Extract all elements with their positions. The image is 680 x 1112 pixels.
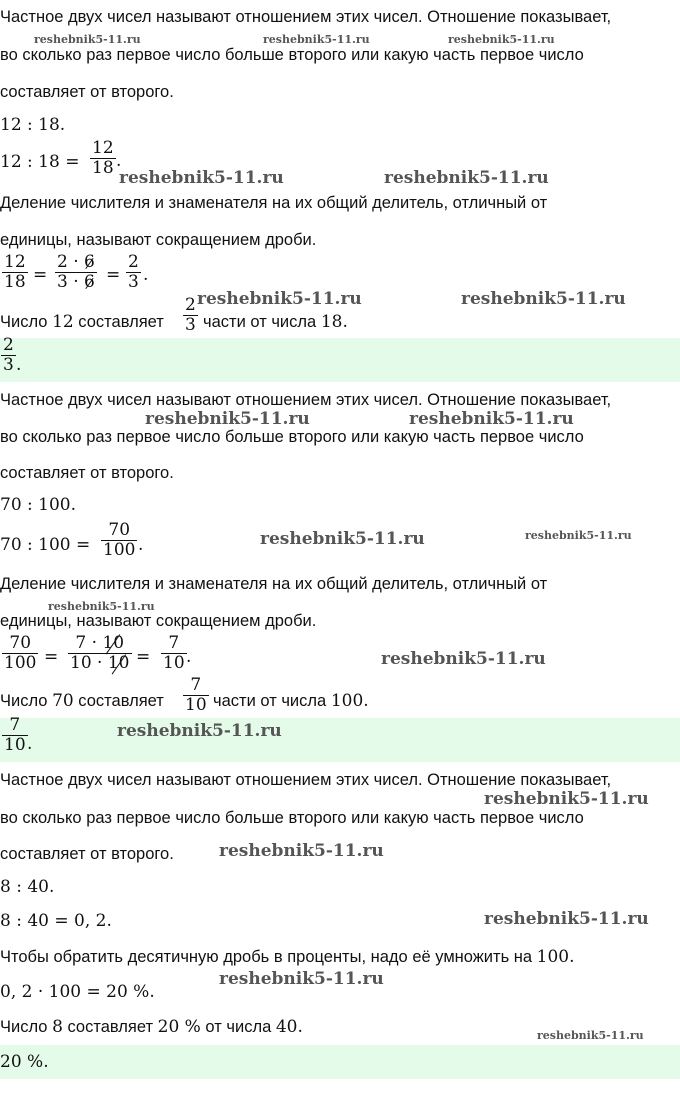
- period: .: [27, 734, 33, 754]
- definition-ratio-line2: во сколько раз первое число больше второго или какую часть первое число: [0, 46, 584, 64]
- period: .: [16, 355, 22, 375]
- definition-ratio-line2: во сколько раз первое число больше второго или какую часть первое число: [0, 809, 584, 827]
- watermark: reshebnik5-11.ru: [197, 289, 362, 309]
- watermark: reshebnik5-11.ru: [484, 789, 649, 809]
- watermark: reshebnik5-11.ru: [219, 969, 384, 989]
- period: .: [143, 265, 149, 285]
- period: .: [186, 647, 192, 667]
- ratio-expression: 12 : 18.: [0, 115, 66, 135]
- watermark: reshebnik5-11.ru: [260, 529, 425, 549]
- definition-ratio-line2: во сколько раз первое число больше второго или какую часть первое число: [0, 428, 584, 446]
- fraction-denominator: 18: [92, 158, 114, 178]
- ratio-fraction: 70 100: [103, 520, 136, 560]
- answer-fraction: 7 10: [4, 715, 26, 755]
- watermark: reshebnik5-11.ru: [117, 721, 282, 741]
- equals-sign: =: [106, 265, 121, 285]
- definition-ratio-line3: составляет от второго.: [0, 83, 174, 101]
- cancelled-factor: 10: [107, 653, 130, 673]
- answer-value: 20 %.: [0, 1052, 49, 1072]
- watermark: reshebnik5-11.ru: [525, 529, 632, 542]
- definition-reduce-line2: единицы, называют сокращением дроби.: [0, 231, 317, 249]
- answer-fraction: 2 3: [3, 335, 14, 375]
- definition-ratio-line3: составляет от второго.: [0, 845, 174, 863]
- watermark: reshebnik5-11.ru: [484, 909, 649, 929]
- reduce-fraction-middle: 7 · 10 10 · 10: [70, 633, 130, 673]
- reduce-fraction-lhs: 12 18: [4, 252, 26, 292]
- percent-rule-line: Чтобы обратить десятичную дробь в проценты, надо её умножить на 100.: [0, 947, 575, 967]
- ratio-equation-lhs: 12 : 18 =: [0, 152, 80, 172]
- definition-ratio-line1: Частное двух чисел называют отношением этих чисел. Отношение показывает,: [0, 8, 612, 26]
- period: .: [138, 535, 144, 555]
- watermark: reshebnik5-11.ru: [219, 841, 384, 861]
- answer-highlight: [0, 1045, 680, 1079]
- period: .: [116, 151, 122, 171]
- watermark: reshebnik5-11.ru: [461, 289, 626, 309]
- conclusion-tail: части от числа 18.: [203, 312, 348, 332]
- watermark: reshebnik5-11.ru: [409, 409, 574, 429]
- definition-ratio-line1: Частное двух чисел называют отношением этих чисел. Отношение показывает,: [0, 771, 612, 789]
- fraction-numerator: 12: [92, 138, 114, 158]
- cancelled-factor: 6: [84, 252, 95, 272]
- watermark: reshebnik5-11.ru: [48, 600, 155, 613]
- definition-reduce-line1: Деление числителя и знаменателя на их общий делитель, отличный от: [0, 194, 548, 212]
- percent-calculation: 0, 2 · 100 = 20 %.: [0, 982, 155, 1002]
- cancelled-factor: 6: [84, 272, 95, 292]
- equals-sign: =: [136, 647, 151, 667]
- watermark: reshebnik5-11.ru: [34, 33, 141, 46]
- equals-sign: =: [33, 265, 48, 285]
- watermark: reshebnik5-11.ru: [537, 1029, 644, 1042]
- watermark: reshebnik5-11.ru: [381, 649, 546, 669]
- watermark: reshebnik5-11.ru: [448, 33, 555, 46]
- answer-highlight: [0, 715, 680, 762]
- definition-reduce-line2: единицы, называют сокращением дроби.: [0, 612, 317, 630]
- conclusion-fraction: 2 3: [185, 295, 196, 335]
- reduce-fraction-result: 7 10: [163, 633, 185, 673]
- conclusion-tail: части от числа 100.: [213, 691, 369, 711]
- cancelled-factor: 10: [102, 633, 125, 653]
- ratio-equation-lhs: 70 : 100 =: [0, 535, 91, 555]
- reduce-fraction-middle: 2 · 6 3 · 6: [57, 252, 95, 292]
- definition-ratio-line1: Частное двух чисел называют отношением этих чисел. Отношение показывает,: [0, 391, 612, 409]
- conclusion-fraction: 7 10: [185, 675, 207, 715]
- reduce-fraction-result: 2 3: [128, 252, 139, 292]
- watermark: reshebnik5-11.ru: [145, 409, 310, 429]
- conclusion-line: Число 8 составляет 20 % от числа 40.: [0, 1017, 303, 1037]
- conclusion-line: Число 12 составляет: [0, 312, 164, 332]
- equals-sign: =: [44, 647, 59, 667]
- ratio-expression: 70 : 100.: [0, 495, 77, 515]
- ratio-expression: 8 : 40.: [0, 877, 55, 897]
- reduce-fraction-lhs: 70 100: [4, 633, 37, 673]
- answer-highlight: [0, 335, 680, 382]
- definition-ratio-line3: составляет от второго.: [0, 464, 174, 482]
- ratio-fraction: [90, 139, 116, 178]
- definition-reduce-line1: Деление числителя и знаменателя на их общий делитель, отличный от: [0, 575, 548, 593]
- conclusion-line: Число 70 составляет: [0, 691, 164, 711]
- ratio-equation: 8 : 40 = 0, 2.: [0, 911, 112, 931]
- watermark: reshebnik5-11.ru: [384, 168, 549, 188]
- watermark: reshebnik5-11.ru: [119, 168, 284, 188]
- watermark: reshebnik5-11.ru: [263, 33, 370, 46]
